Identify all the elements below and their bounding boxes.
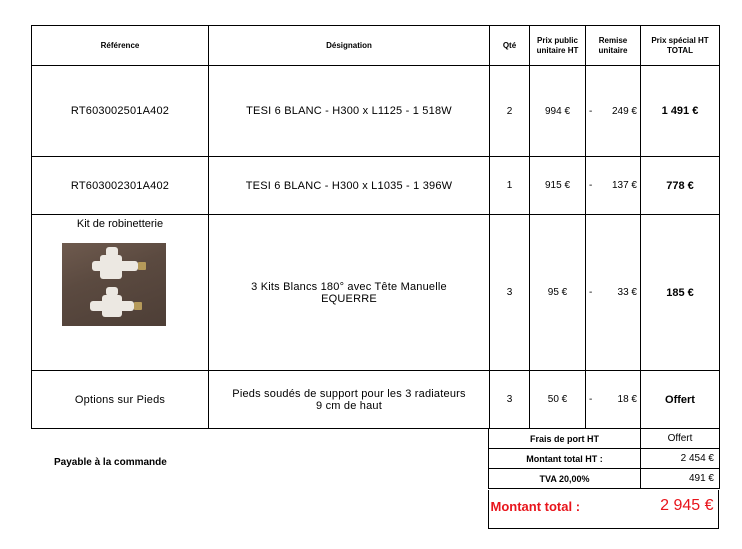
header-reference: Référence [32,26,209,66]
header-qte: Qté [490,26,530,66]
row-remise [586,371,641,429]
table-row [32,157,720,215]
row-remise [586,157,641,215]
summary-row-frais [489,429,720,449]
remise-sign: - [589,394,593,405]
row-remise [586,66,641,157]
row-remise [586,215,641,371]
header-prix-special-line2: TOTAL [667,45,693,55]
designation-line1: 3 Kits Blancs 180° avec Tête Manuelle [251,280,447,293]
row-reference: RT603002301A402 [32,157,209,215]
montant-ht-label: Montant total HT : [489,449,641,469]
header-remise [586,26,641,66]
montant-ht-value: 2 454 € [641,449,720,469]
remise-sign: - [589,105,593,117]
grand-total-label: Montant total : [490,498,581,514]
row-total: 185 € [641,215,720,371]
remise-sign: - [589,287,593,298]
header-prix-public [530,26,586,66]
row-qte: 2 [490,66,530,157]
table-row [32,66,720,157]
row-reference: Options sur Pieds [32,371,209,429]
remise-value: 137 € [611,180,637,191]
tva-value: 491 € [641,469,720,489]
valve-kit-photo [62,243,166,326]
row-reference: RT603002501A402 [32,66,209,157]
row-reference: Kit de robinetterie [76,218,164,230]
summary-row-montant-ht [489,449,720,469]
row-reference-kit [32,215,209,371]
table-row [32,371,720,429]
remise-sign: - [589,180,593,191]
row-total: 778 € [641,157,720,215]
row-qte: 1 [490,157,530,215]
row-prix-public: 994 € [530,66,586,157]
row-qte: 3 [490,215,530,371]
designation-line1: Pieds soudés de support pour les 3 radiateurs [232,387,466,400]
header-prix-public-line2: unitaire HT [536,45,579,55]
designation-line2: 9 cm de haut [316,399,382,412]
header-remise-line1: Remise [598,35,628,45]
row-designation [209,371,490,429]
frais-label: Frais de port HT [489,429,641,449]
remise-value: 18 € [617,394,637,405]
summary-row-tva [489,469,720,489]
designation-line2: EQUERRE [321,292,377,305]
table-row [32,215,720,371]
header-prix-special-line1: Prix spécial HT [651,35,709,45]
tva-label: TVA 20,00% [489,469,641,489]
row-designation [209,215,490,371]
frais-value: Offert [641,429,720,449]
row-designation: TESI 6 BLANC - H300 x L1035 - 1 396W [209,157,490,215]
row-total: Offert [641,371,720,429]
header-row [32,26,720,66]
row-prix-public: 50 € [530,371,586,429]
payment-terms: Payable à la commande [54,457,167,468]
row-prix-public: 95 € [530,215,586,371]
header-designation: Désignation [209,26,490,66]
row-prix-public: 915 € [530,157,586,215]
header-prix-public-line1: Prix public [537,35,578,45]
header-remise-line2: unitaire [598,45,628,55]
remise-value: 33 € [617,287,637,298]
row-total: 1 491 € [641,66,720,157]
row-designation: TESI 6 BLANC - H300 x L1125 - 1 518W [209,66,490,157]
header-prix-special [641,26,720,66]
grand-total-value: 2 945 € [660,497,714,514]
remise-value: 249 € [611,105,637,117]
row-qte: 3 [490,371,530,429]
quote-table [31,25,720,429]
grand-total-box [488,490,719,529]
